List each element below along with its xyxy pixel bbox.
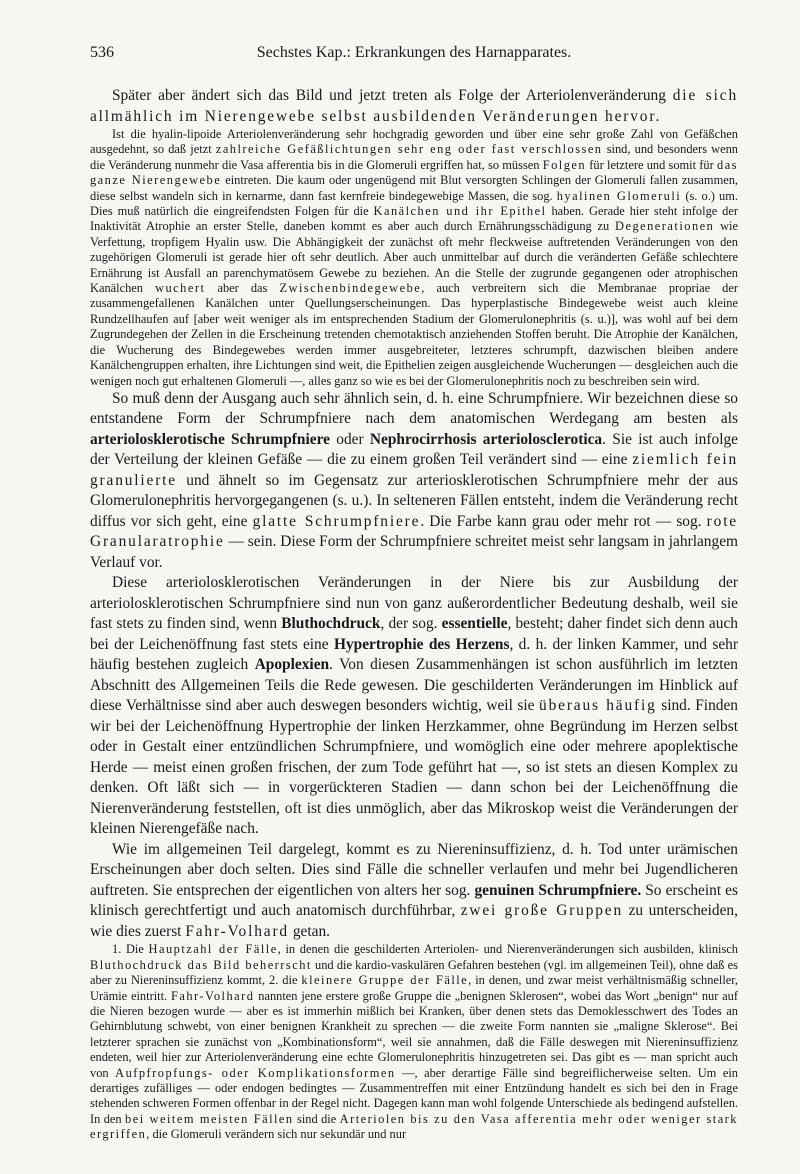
text-run: zu unterscheiden, wie dies zuerst [90,902,738,940]
text-run: So muß denn der Ausgang auch sehr ähnlich sein, d. h. eine Schrumpfniere. Wir bezeichnen diese so entstandene Form der Schrumpfniere nach dem anatomischen Werdegang am besten als [90,389,738,428]
spaced-emphasis: Zwischenbindegewebe [279,281,422,296]
text-run: für letztere und somit für [586,157,718,172]
spaced-emphasis: hyalinen Glomeruli [556,188,682,203]
page-number: 536 [90,44,114,61]
spaced-emphasis: das ganze Nierengewebe [90,157,738,188]
spaced-emphasis: Kanälchen und ihr Epithel [373,204,547,219]
spaced-emphasis: Arteriolen bis zu den Vasa afferentia mehr oder weniger stark ergriffen [90,1111,738,1142]
spaced-emphasis: Fahr-Volhard [170,988,255,1003]
text-run: . Die Farbe kann grau oder mehr rot — sog. [420,512,707,530]
text-run: . Von diesen Zusammenhängen ist schon ausführlich im letzten Abschnitt des Allgemeinen Teils die Rede gewesen. Die geschilderten Veränderungen im Hinblick auf diese Verhältnisse sind aber auch deswegen besonders wichtig, weil sie [90,656,738,715]
bold-term: genuinen Schrumpfniere. [474,881,642,899]
text-run: haben. Gerade hier steht infolge der Inaktivität Atrophie an erster Stelle, daneben kommt es aber auch durch Ernährungsschädigung zu [90,204,738,234]
spaced-emphasis: Aufpfropfungs- oder Komplikationsformen [115,1065,396,1080]
bold-term: essentielle [441,615,508,633]
spaced-emphasis: Hauptzahl der Fälle [148,942,278,957]
text-run: , in denen, und zwar meist verhältnismäßig schneller, Urämie eintritt. [90,973,738,1003]
paragraph [90,573,738,840]
text-run: (s. o.) um. Dies muß natürlich die eingreifendsten Folgen für die [90,188,738,219]
paragraph [90,389,738,574]
bold-term: Apoplexien [254,656,330,674]
text-run: sind, und besonders wenn die Veränderung nunmehr die Vasa afferentia bis in die Glomeruli ergriffen hat, so müssen [90,142,738,172]
text-run: und ähnelt so im Gegensatz zur arteriosklerotischen Schrumpfniere mehr der aus Glomerulonephritis hervorgegangenen (s. u.). In selteneren Fällen entsteht, indem die Veränderung recht diffus vor sich geht, eine [90,471,738,530]
paragraph [90,840,738,943]
text-run: oder [329,430,370,448]
bold-term: arteriolosklerotische Schrumpfniere [90,430,330,448]
spaced-emphasis: zwei große Gruppen [460,902,624,920]
text-run: , in denen die geschilderten Arteriolen- und Nierenveränderungen sich ausbilden, klinisch [277,942,739,957]
spaced-emphasis: die sich allmählich im Nierengewebe selbst ausbildenden Veränderungen hervor. [90,87,738,125]
text-run: getan. [288,922,330,940]
text-run: . Sie ist auch infolge der Verteilung der kleinen Gefäße — die zu einem großen Teil verändert sind — eine [90,430,738,469]
text-run: Wie im allgemeinen Teil dargelegt, kommt es zu Niereninsuffizienz, d. h. Tod unter urämischen Erscheinungen aber doch selten. Dies sind Fälle die schneller verlaufen und mehr bei Jugendlicheren auftreten. Sie entsprechen der eigentlichen von alters her sog. [90,840,738,899]
spaced-emphasis: überaus häufig [539,697,657,715]
text-run: , auch verbreitern sich die Membranae propriae der zusammengefallenen Kanälchen unter Quellungserscheinungen. Das hyperplastische Bindegewebe weist auch kleine Rundzellhaufen auf [aber weit weniger als im entsprechenden Stadium der Glomerulonephritis (s. u.)], was wohl auf bei dem Zugrundegehen der Zellen in die Erscheinung tretenden chemotaktisch anziehenden Stoffen beruht. Die Atrophie der Kanälchen, die Wucherung des Bindegewebes werden immer ausgebreiteter, letzteres schrumpft, dazwischen bleiben andere Kanälchengruppen erhalten, ihre Lichtungen sind weit, die Epithelien zeigen ausgleichende Wucherungen — desgleichen auch die wenigen noch gut erhaltenen Glomeruli —, alles ganz so wie es bei der Glomerulonephritis noch zu beschreiben sein wird. [90,281,738,388]
bold-term: Hypertrophie des Herzens [333,635,510,653]
spaced-emphasis: Degenerationen [615,219,715,234]
spaced-emphasis: ziemlich fein granulierte [90,451,738,489]
text-run: und die kardio-vaskulären Gefahren bestehen (vgl. im allgemeinen Teil), ohne daß es aber zu Niereninsuffizienz kommt, 2. die [90,957,738,988]
paragraph [90,86,738,127]
text-run: sind. Finden wir bei der Leichenöffnung Hypertrophie der linken Herzkammer, ohne Begründung im Herzen selbst oder in Gestalt einer entzündlichen Schrumpfniere, und womöglich eine oder mehrere apoplektische Herde — meist einen großen frischen, der zum Tode geführt hat —, so ist stets an diesen Komplex zu denken. Oft läßt sich — in vorgerückteren Stadien — dann schon bei der Leichenöffnung die Nierenveränderung feststellen, oft ist dies unmöglich, aber das Mikroskop weist die Veränderungen der kleinen Nierengefäße nach. [90,697,739,838]
text-run: So erscheint es klinisch gerechtfertigt und auch anatomisch durchführbar, [90,881,739,920]
text-run: eintreten. Die kaum oder ungenügend mit Blut versorgten Schlingen der Glomeruli fallen zusammen, diese selbst wandeln sich in kernarme, dann fast kernfreie bindegewebige Massen, die sog. [90,173,738,203]
text-run: sind die [293,1111,340,1126]
spaced-emphasis: Folgen [542,157,587,172]
bold-term: Nephrocirrhosis arteriolosclerotica [369,430,603,448]
spaced-emphasis: glatte Schrumpfniere [252,512,421,530]
paragraph [90,942,738,1142]
text-run: 1. Die [112,942,149,957]
text-run: Später aber ändert sich das Bild und jetzt treten als Folge der Arteriolenveränderung [112,87,673,104]
running-title: Sechstes Kap.: Erkrankungen des Harnapparates. [256,44,572,61]
spaced-emphasis: bei weitem meisten Fällen [125,1111,294,1126]
spaced-emphasis: rote Granularatrophie [90,512,738,551]
spaced-emphasis: wuchert [155,281,206,296]
spaced-emphasis: Bluthochdruck das Bild beherrscht [90,957,312,972]
paragraph [90,127,738,389]
bold-term: Bluthochdruck [281,615,381,633]
text-run: wie Verfettung, tropfigem Hyalin usw. Die Abhängigkeit der zunächst oft mehr fleckweise auftretenden Veränderungen von den zugehörigen Glomeruli ist gerade hier oft sehr deutlich. Aber auch unmittelbar auf durch die veränderten Gefäße schlechtere Ernährung ist Ausfall an parenchymatösem Gewebe zu beziehen. An die Stelle der zugrunde gegangenen oder atrophischen Kanälchen [90,219,738,296]
text-run: Ist die hyalin-lipoide Arteriolenveränderung sehr hochgradig geworden und über eine sehr große Zahl von Gefäßchen ausgedehnt, so daß jetzt [90,127,738,157]
body-text [90,86,738,1143]
text-run: Diese arteriolosklerotischen Veränderungen in der Niere bis zur Ausbildung der arteriolosklerotischen Schrumpfniere sind nun von ganz außerordentlicher Bedeutung deshalb, weil sie fast stets zu finden sind, wenn [90,574,738,633]
text-run: , die Glomeruli verändern sich nur sekundär und nur [146,1127,407,1142]
spaced-emphasis: Fahr-Volhard [185,922,289,940]
text-run: aber das [205,281,280,296]
text-run: —, aber derartige Fälle sind begreiflicherweise selten. Um ein derartiges zufälliges — oder endogen bedingtes — Zusammentreffen mit einer Entzündung handelt es sich bei den in Frage stehenden schweren Formen offenbar in der Regel nicht. Dagegen kann man wohl folgende Unterschiede als bedingend aufstellen. In den [90,1065,738,1126]
spaced-emphasis: kleinere Gruppe der Fälle [301,973,469,988]
text-run: — sein. Diese Form der Schrumpfniere schreitet meist sehr langsam in jahrlangem Verlauf vor. [90,533,738,571]
text-run: , d. h. der linken Kammer, und sehr häufig bestehen zugleich [90,635,738,674]
text-run: , besteht; daher findet sich denn auch bei der Leichenöffnung fast stets eine [90,615,738,653]
text-run: , der sog. [380,615,442,633]
spaced-emphasis: zahlreiche Gefäßlichtungen sehr eng oder fast verschlossen [215,142,603,157]
text-run: nannten jene erstere große Gruppe die „benignen Sklerosen“, wobei das Wort „benign“ nur auf die Nieren bezogen wurde — aber es ist immerhin mißlich bei Kranken, über denen stets das Demoklesschwert des Todes an Gehirnblutung schwebt, von einer benignen Krankheit zu sprechen — die zweite Form nannten sie „maligne Sklerose“. Bei letzterer sprachen sie zunächst von „Kombinationsform“, weil sie annahmen, daß die Fälle deswegen mit Niereninsuffizienz endeten, weil hier zur Arteriolenveränderung eine echte Glomerulonephritis hinzugetreten sei. Das gibt es — man spricht auch von [90,988,739,1080]
running-header [90,44,738,70]
